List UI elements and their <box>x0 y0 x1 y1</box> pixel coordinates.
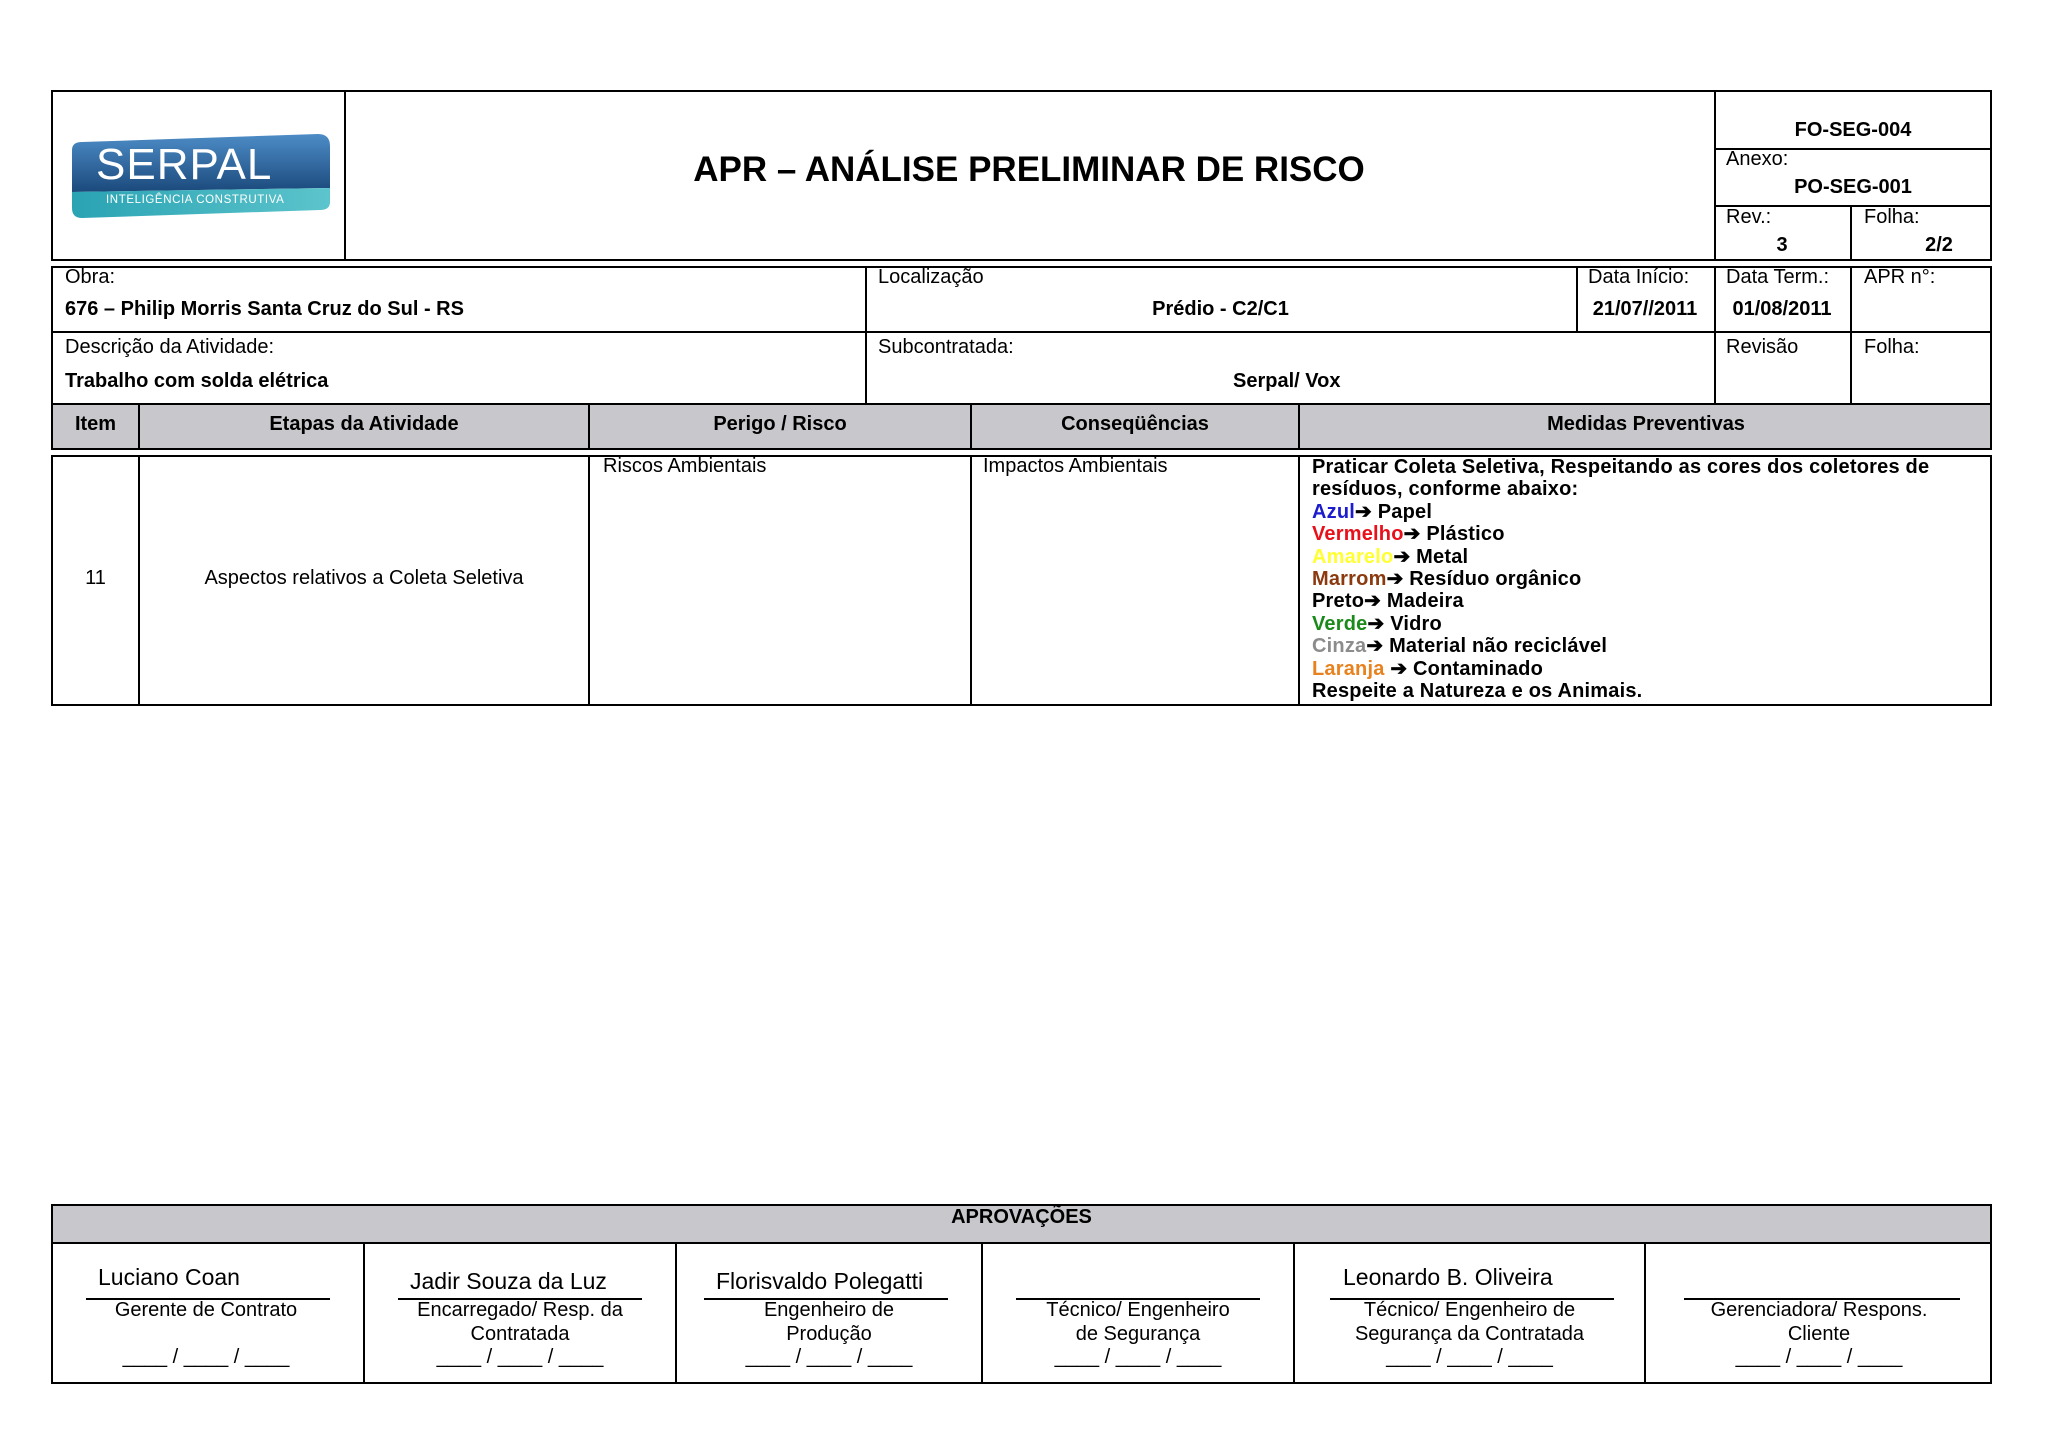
medidas-color-azul <box>1312 501 1929 523</box>
data-term-label: Data Term.: <box>1726 266 1829 288</box>
info-box <box>51 266 1992 405</box>
medidas-color-laranja <box>1312 658 1929 680</box>
medidas-color-cinza <box>1312 635 1929 657</box>
logo-brand: SERPAL <box>96 140 273 189</box>
subcontratada-label: Subcontratada: <box>878 336 1014 358</box>
material: Material não reciclável <box>1383 635 1608 658</box>
approvals-header-line <box>51 1242 1992 1244</box>
signer-name: Luciano Coan <box>98 1264 240 1290</box>
signer-role: Técnico/ Engenheiro de Segurança da Contratada <box>1354 1299 1585 1345</box>
row-perigo: Riscos Ambientais <box>603 455 767 477</box>
info-divider-obra <box>865 266 867 405</box>
data-term-value: 01/08/2011 <box>1732 298 1832 320</box>
info-row-line <box>51 331 1992 333</box>
signer-role: Técnico/ Engenheiro de Segurança <box>1046 1299 1230 1345</box>
row-divider-4 <box>1298 455 1300 706</box>
rev-value: 3 <box>1776 234 1788 256</box>
color-name: Azul <box>1312 500 1356 523</box>
row-item: 11 <box>85 567 106 589</box>
medidas-intro-2: resíduos, conforme abaixo: <box>1312 478 1579 501</box>
color-name: Marrom <box>1312 568 1387 591</box>
signer-name: Jadir Souza da Luz <box>410 1268 607 1294</box>
material: Contaminado <box>1407 657 1544 680</box>
medidas-closing: Respeite a Natureza e os Animais. <box>1312 680 1643 703</box>
col-header-consequencias: Conseqüências <box>1061 413 1209 435</box>
signature-date: ____ / ____ / ____ <box>436 1346 604 1368</box>
color-name: Cinza <box>1312 635 1367 658</box>
color-name: Amarelo <box>1312 545 1394 568</box>
folha-label: Folha: <box>1864 206 1920 228</box>
arrow-icon: ➔ <box>1393 545 1411 568</box>
folha-value: 2/2 <box>1925 234 1953 256</box>
material: Plástico <box>1420 523 1505 546</box>
info-folha-label: Folha: <box>1864 336 1920 358</box>
form-code: FO-SEG-004 <box>1794 119 1912 141</box>
row-etapa: Aspectos relativos a Coleta Seletiva <box>204 567 524 589</box>
row-divider-3 <box>970 455 972 706</box>
row-medidas <box>1312 456 1929 702</box>
col-header-etapas: Etapas da Atividade <box>269 413 459 435</box>
material: Papel <box>1372 500 1433 523</box>
info-divider-term <box>1850 266 1852 405</box>
descricao-label: Descrição da Atividade: <box>65 336 275 358</box>
signer-name: Leonardo B. Oliveira <box>1343 1264 1553 1290</box>
col-header-item: Item <box>74 413 117 435</box>
info-divider-inicio <box>1714 266 1716 405</box>
signature-date: ____ / ____ / ____ <box>745 1346 913 1368</box>
material: Metal <box>1410 545 1469 568</box>
apr-number-label: APR n°: <box>1864 266 1936 288</box>
signature-date: ____ / ____ / ____ <box>122 1346 290 1368</box>
signature-date: ____ / ____ / ____ <box>1386 1346 1553 1368</box>
signer-role: Gerenciadora/ Respons. Cliente <box>1710 1299 1928 1345</box>
signer-name: Florisvaldo Polegatti <box>716 1268 924 1294</box>
col-header-medidas: Medidas Preventivas <box>1547 413 1745 435</box>
rev-label: Rev.: <box>1726 206 1772 228</box>
arrow-icon: ➔ <box>1355 500 1372 523</box>
serpal-logo <box>68 132 332 222</box>
col-header-perigo: Perigo / Risco <box>713 413 847 435</box>
localizacao-value: Prédio - C2/C1 <box>1152 298 1289 320</box>
revisao-label: Revisão <box>1726 336 1799 358</box>
signature-date: ____ / ____ / ____ <box>1735 1346 1903 1368</box>
obra-label: Obra: <box>65 266 116 288</box>
arrow-icon: ➔ <box>1403 523 1421 546</box>
row-consequencia: Impactos Ambientais <box>983 455 1168 477</box>
medidas-color-amarelo <box>1312 546 1929 568</box>
data-inicio-value: 21/07//2011 <box>1592 298 1698 320</box>
arrow-icon: ➔ <box>1367 612 1385 635</box>
medidas-color-verde <box>1312 613 1929 635</box>
row-divider-2 <box>588 455 590 706</box>
medidas-color-vermelho <box>1312 523 1929 545</box>
descricao-value: Trabalho com solda elétrica <box>65 370 329 392</box>
medidas-color-preto <box>1312 590 1929 612</box>
anexo-label: Anexo: <box>1726 148 1789 170</box>
color-name: Preto <box>1312 590 1365 613</box>
arrow-icon: ➔ <box>1390 657 1408 680</box>
obra-value: 676 – Philip Morris Santa Cruz do Sul - RS <box>65 298 464 320</box>
material: Resíduo orgânico <box>1403 568 1582 591</box>
signer-role: Encarregado/ Resp. da Contratada <box>417 1299 623 1345</box>
logo-tagline: INTELIGÊNCIA CONSTRUTIVA <box>106 194 285 206</box>
page-title: APR – ANÁLISE PRELIMINAR DE RISCO <box>693 150 1365 189</box>
arrow-icon: ➔ <box>1364 590 1382 613</box>
data-inicio-label: Data Início: <box>1588 266 1690 288</box>
arrow-icon: ➔ <box>1386 568 1404 591</box>
material: Madeira <box>1381 590 1464 613</box>
color-name: Vermelho <box>1312 523 1404 546</box>
arrow-icon: ➔ <box>1366 635 1384 658</box>
subcontratada-value: Serpal/ Vox <box>1233 370 1341 392</box>
color-name: Laranja <box>1312 657 1391 680</box>
medidas-color-marrom <box>1312 568 1929 590</box>
signer-role: Engenheiro de Produção <box>763 1299 895 1345</box>
signer-role: Gerente de Contrato <box>114 1299 298 1321</box>
medidas-intro-1: Praticar Coleta Seletiva, Respeitando as cores dos coletores de <box>1312 456 1930 478</box>
approvals-title: APROVAÇÕES <box>951 1206 1092 1228</box>
material: Vidro <box>1384 612 1442 635</box>
signature-date: ____ / ____ / ____ <box>1054 1346 1222 1368</box>
anexo-value: PO-SEG-001 <box>1794 176 1912 198</box>
localizacao-label: Localização <box>878 266 984 288</box>
color-name: Verde <box>1312 612 1368 635</box>
